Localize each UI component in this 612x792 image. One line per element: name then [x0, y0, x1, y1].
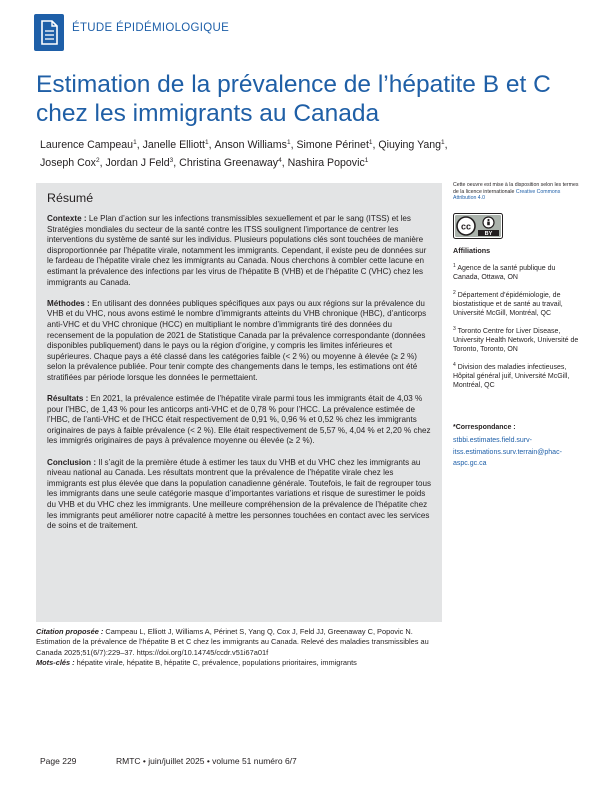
abstract-box: [36, 183, 442, 622]
title-line-1: Estimation de la prévalence de l’hépatite B et C: [36, 71, 551, 98]
correspondence-block: [453, 423, 583, 470]
correspondence-heading: *Correspondance :: [453, 424, 516, 431]
license-link[interactable]: Creative Commons Attribution 4.0: [453, 188, 561, 201]
article-title: [36, 70, 576, 128]
section-tag: ÉTUDE ÉPIDÉMIOLOGIQUE: [72, 22, 230, 34]
abstract-heading: Résumé: [47, 191, 94, 205]
keywords: Mots-clés : hépatite virale, hépatite B, hépatite C, prévalence, populations prioritaires, immigrants: [36, 658, 357, 668]
affiliation-item: $^3$ Toronto Centre for Liver Disease, University Health Network, Université de Toronto, Toronto, ON: [453, 326, 579, 353]
author-list: [40, 135, 560, 171]
author: Christina Greenaway$^4$,: [179, 157, 288, 169]
author: Joseph Cox$^2$,: [40, 157, 106, 169]
document-icon: [34, 14, 64, 51]
cc-badge-text: cc: [460, 221, 472, 232]
abstract-contexte: Contexte : Le Plan d’action sur les infections transmissibles sexuellement et par le sang (ITSS) et les Stratégies mondiales du secteur de la santé contre les ITSS soulignent l’importance de centrer les interventions du système de santé sur les individus. Plusieurs populations clés sont touchées de manière disproportionnée par l’hépatite virale, notamment les immigrants. Cependant, il existe peu de données sur le fardeau de l’hépatite virale chez les immigrants au Canada. Nous cherchons à combler cette lacune en estimant la prévalence des infections par les virus de l’hépatite B (VHB) et de l’hépatite C (VHC) chez les immigrants au Canada.: [47, 214, 427, 287]
by-badge-text: BY: [484, 231, 493, 237]
author: Qiuying Yang$^1$,: [378, 139, 448, 151]
author: Nashira Popovic$^1$: [287, 157, 369, 169]
correspondence-email-link[interactable]: stbbi.estimates.field.surv-itss.estimations.surv.terrain@phac-aspc.gc.ca: [453, 437, 562, 467]
abstract-resultats: Résultats : En 2021, la prévalence estimée de l’hépatite virale parmi tous les immigrants était de 4,03 % pour l’HBC, de 1,43 % pour les anticorps anti-VHC et de 0,78 % pour l’HCC. La prévalence estimée de l’HBC, de l’anti-VHC et de l’HCC était respectivement de 0,91 %, 0,96 % et 0,52 % chez les immigrants originaires de pays à faible prévalence (< 2 %). Elle était respectivement de 5,57 %, 4,04 % et 2,20 % chez les immigrés originaires de pays à prévalence moyenne ou élevée (≥ 2 %).: [47, 394, 431, 446]
journal-info: RMTC • juin/juillet 2025 • volume 51 numéro 6/7: [116, 756, 297, 766]
title-line-2: chez les immigrants au Canada: [36, 100, 380, 127]
license-text: Cette oeuvre est mise à la disposition selon les termes de la licence internationale Creative Commons Attribution 4.0: [453, 182, 579, 201]
affiliations-heading: Affiliations: [453, 246, 491, 255]
suggested-citation: Citation proposée : Campeau L, Elliott J, Williams A, Périnet S, Yang Q, Cox J, Feld JJ, Greenaway C, Popovic N. Estimation de la prévalence de l’hépatite B et C chez les immigrants au Canada. Relevé des maladies transmissibles au Canada 2025;51(6/7):229–37. https://doi.org/10.14745/ccdr.v51i67a01f: [36, 627, 429, 657]
page-number: Page 229: [40, 756, 77, 766]
cc-by-badge-icon: [453, 213, 503, 239]
affiliation-item: $^1$ Agence de la santé publique du Canada, Ottawa, ON: [453, 263, 556, 281]
author: Anson Williams$^1$,: [214, 139, 297, 151]
affiliation-item: $^2$ Département d’épidémiologie, de biostatistique et de santé au travail, Université McGill, Montréal, QC: [453, 290, 563, 317]
abstract-conclusion: Conclusion : Il s’agit de la première étude à estimer les taux du VHB et du VHC chez les immigrants au niveau national au Canada. Les résultats montrent que la prévalence de l’hépatite virale chez les immigrants est plus élevée que dans la population canadienne générale. Toutefois, le fait de regrouper tous les immigrants dans une seule catégorie masque d’importantes variations et risque de surestimer le poids du VHB et du VHC chez les immigrants. Une meilleure compréhension de la prévalence de l’hépatite chez les immigrants peut améliorer notre capacité à mettre les personnes touchées en contact avec les services de soins et de traitement.: [47, 457, 432, 531]
citation-block: [36, 627, 442, 669]
author: Simone Périnet$^1$,: [296, 139, 379, 151]
author: Laurence Campeau$^1$,: [40, 139, 143, 151]
author: Jordan J Feld$^3$,: [105, 157, 180, 169]
author: Janelle Elliott$^1$,: [142, 139, 215, 151]
affiliations-list: [453, 262, 583, 397]
affiliation-item: $^4$ Division des maladies infectieuses, Hôpital général juif, Université McGill, Montréal, QC: [453, 362, 570, 389]
abstract-methodes: Méthodes : En utilisant des données publiques spécifiques aux pays ou aux régions sur la prévalence du VHB et du VHC, nous avons estimé le nombre d’immigrants atteints du VHB chronique (HBC), d’anticorps anti-VHC et du VHC chronique (HCC) en multipliant le nombre d’immigrants tiré des données du recensement de la population de 2021 de Statistique Canada par la prévalence correspondante (données disponibles publiquement) dans le pays ou la région d’origine, y compris les limites inférieures et supérieures. Chaque pays a été classé dans les catégories faible (< 2 %) ou moyenne à élevée (≥ 2 %) selon la prévalence publiée. Pour tenir compte des changements dans le temps, les estimations ont été stratifiées par période lorsque les données le permettaient.: [47, 298, 427, 382]
